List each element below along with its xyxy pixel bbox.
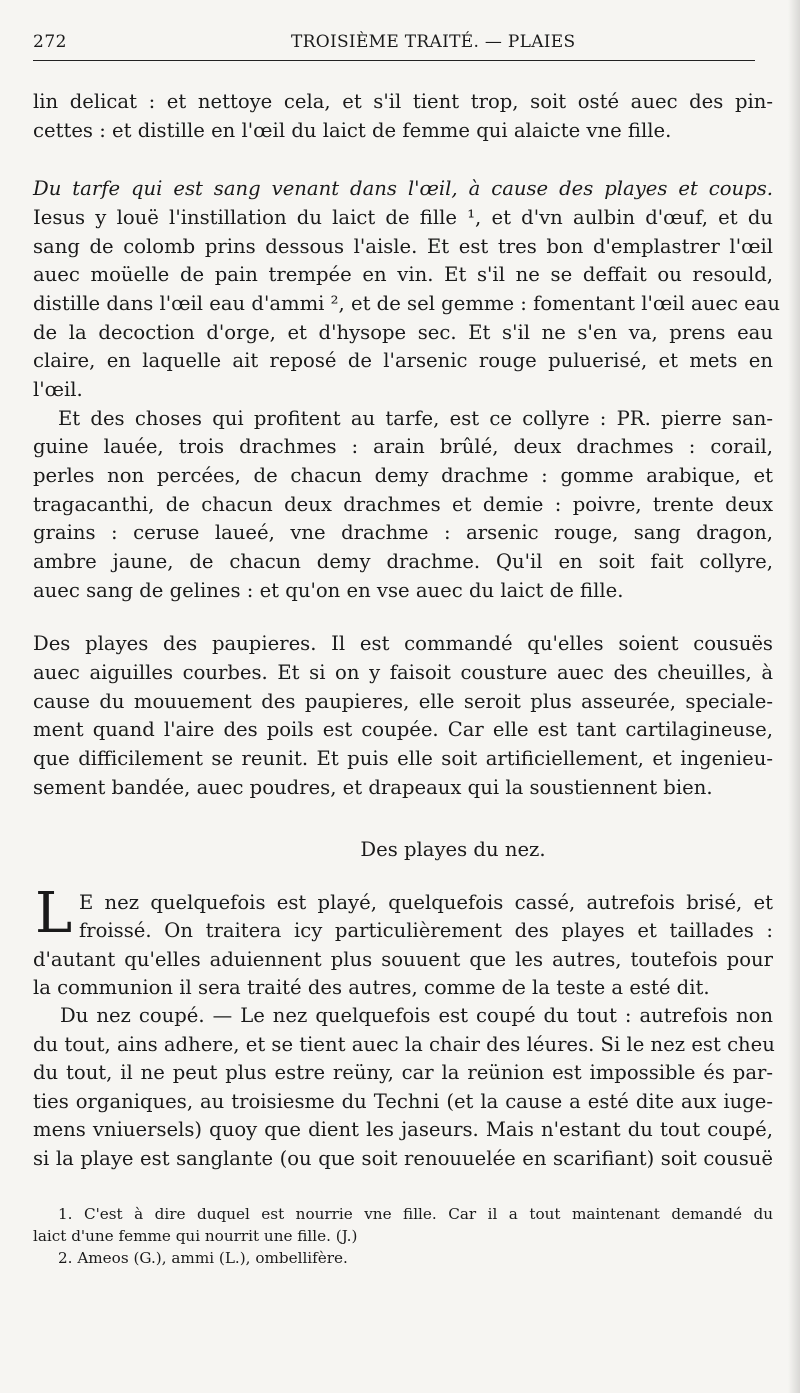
- text-line: Et des choses qui profitent au tarfe, est ce collyre : PR. pierre san-: [58, 407, 773, 430]
- text-line: Des playes des paupieres. Il est commandé qu'elles soient cousuës: [33, 632, 773, 655]
- drop-cap: L: [35, 881, 73, 946]
- text-line: distille dans l'œil eau d'ammi ², et de sel gemme : fomentant l'œil auec eau: [33, 292, 781, 315]
- text-line: ment quand l'aire des poils est coupée. Car elle est tant cartilagineuse,: [33, 718, 773, 741]
- text-line: sement bandée, auec poudres, et drapeaux qui la soustiennent bien.: [33, 776, 713, 799]
- text-line: l'œil.: [33, 378, 83, 401]
- text-line: du tout, il ne peut plus estre reüny, car la reünion est impossible és par-: [33, 1061, 773, 1084]
- footnote-line: laict d'une femme qui nourrit une fille. (J.): [33, 1227, 358, 1245]
- footnote-line: 1. C'est à dire duquel est nourrie vne fille. Car il a tout maintenant demandé du: [58, 1205, 773, 1223]
- text-line: d'autant qu'elles aduiennent plus souuent que les autres, toutefois pour: [33, 948, 773, 971]
- text-line: cause du mouuement des paupieres, elle seroit plus asseurée, speciale-: [33, 690, 773, 713]
- text-line: auec aiguilles courbes. Et si on y faisoit cousture auec des cheuilles, à: [33, 661, 773, 684]
- text-line: mens vniuersels) quoy que dient les jaseurs. Mais n'estant du tout coupé,: [33, 1118, 773, 1141]
- text-line: auec sang de gelines : et qu'on en vse auec du laict de fille.: [33, 579, 624, 602]
- text-line: guine lauée, trois drachmes : arain brûlé, deux drachmes : corail,: [33, 435, 773, 458]
- text-line: si la playe est sanglante (ou que soit renouuelée en scarifiant) soit cousuë: [33, 1147, 773, 1170]
- text-line: de la decoction d'orge, et d'hysope sec. Et s'il ne s'en va, prens eau: [33, 321, 773, 344]
- text-line: froissé. On traitera icy particulièrement des playes et taillades :: [79, 919, 773, 942]
- text-line: claire, en laquelle ait reposé de l'arsenic rouge puluerisé, et mets en: [33, 349, 773, 372]
- text-line: Du nez coupé. — Le nez quelquefois est coupé du tout : autrefois non: [60, 1004, 773, 1027]
- text-line: que difficilement se reunit. Et puis elle soit artificiellement, et ingenieu-: [33, 747, 773, 770]
- text-line: du tout, ains adhere, et se tient auec la chair des léures. Si le nez est cheu: [33, 1033, 775, 1056]
- text-line: E nez quelquefois est playé, quelquefois cassé, autrefois brisé, et: [79, 891, 773, 914]
- text-line: tragacanthi, de chacun deux drachmes et demie : poivre, trente deux: [33, 493, 773, 516]
- section-heading-line: Du tarfe qui est sang venant dans l'œil, à cause des playes et coups.: [33, 177, 773, 200]
- running-header: [33, 30, 755, 61]
- text-line: la communion il sera traité des autres, comme de la teste a esté dit.: [33, 976, 710, 999]
- text-line: ambre jaune, de chacun demy drachme. Qu'il en soit fait collyre,: [33, 550, 773, 573]
- text-line: lin delicat : et nettoye cela, et s'il tient trop, soit osté auec des pin-: [33, 90, 773, 113]
- section-heading: Des playes du nez.: [360, 838, 546, 861]
- text-line: perles non percées, de chacun demy drachme : gomme arabique, et: [33, 464, 773, 487]
- running-title: TROISIÈME TRAITÉ. — PLAIES: [291, 32, 576, 52]
- text-line: auec moüelle de pain trempée en vin. Et s'il ne se deffait ou resould,: [33, 263, 773, 286]
- text-line: sang de colomb prins dessous l'aisle. Et est tres bon d'emplastrer l'œil: [33, 235, 773, 258]
- page-edge-shadow: [788, 0, 800, 1393]
- text-line: grains : ceruse laueé, vne drachme : arsenic rouge, sang dragon,: [33, 521, 773, 544]
- text-line: Iesus y louë l'instillation du laict de fille ¹, et d'vn aulbin d'œuf, et du: [33, 206, 773, 229]
- text-line: cettes : et distille en l'œil du laict de femme qui alaicte vne fille.: [33, 119, 672, 142]
- text-line: ties organiques, au troisiesme du Techni (et la cause a esté dite aux iuge-: [33, 1090, 773, 1113]
- footnote-line: 2. Ameos (G.), ammi (L.), ombellifère.: [58, 1249, 348, 1267]
- page-number: 272: [33, 32, 67, 52]
